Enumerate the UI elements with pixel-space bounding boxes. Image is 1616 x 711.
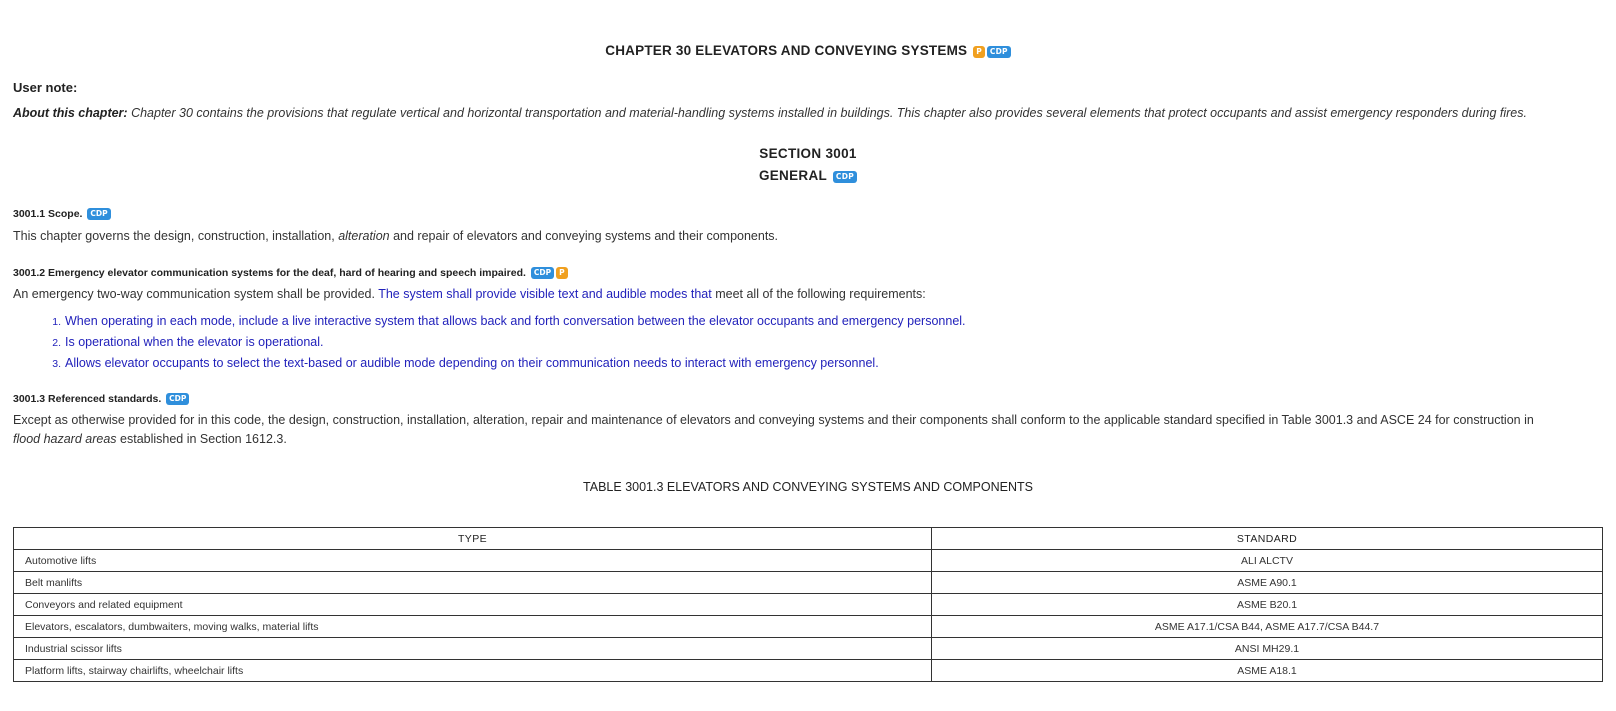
requirements-list [13,314,966,377]
alteration-term[interactable]: alteration [338,229,390,243]
about-chapter-text: Chapter 30 contains the provisions that regulate vertical and horizontal transportation and material-handling systems installed in buildings. This chapter also provides several elements that protect occupants and assist emergency responders during fires. [131,106,1527,120]
list-item-text: When operating in each mode, include a live interactive system that allows back and forth conversation between the elevator occupants and emergency personnel. [65,314,966,328]
section-name [13,168,1603,183]
cdp-badge[interactable]: CDP [987,46,1011,58]
list-item [13,356,966,377]
p-badge[interactable]: P [973,46,985,58]
table-row [14,572,1603,594]
table-row [14,594,1603,616]
section-3001-2-heading: 3001.2 Emergency elevator communication systems for the deaf, hard of hearing and speech impaired. [13,267,526,279]
table-row [14,550,1603,572]
standard-cell[interactable]: ASME B20.1 [932,594,1603,616]
flood-hazard-areas-term[interactable]: flood hazard areas [13,432,117,446]
comm-text-revised: The system shall provide visible text and audible modes that [378,287,712,301]
section-3001-1-heading: 3001.1 Scope. [13,208,83,220]
table-row [14,660,1603,682]
type-column-header: TYPE [14,528,932,550]
user-note-label: User note: [13,80,78,95]
type-cell: Elevators, escalators, dumbwaiters, moving walks, material lifts [14,616,932,638]
cdp-badge[interactable]: CDP [833,171,857,183]
list-item-number: 2. [52,337,61,349]
table-header-row [14,528,1603,550]
table-title: TABLE 3001.3 ELEVATORS AND CONVEYING SYSTEMS AND COMPONENTS [583,480,1033,494]
standard-cell[interactable]: ALI ALCTV [932,550,1603,572]
section-3001-1-title [13,208,111,220]
standard-cell[interactable]: ANSI MH29.1 [932,638,1603,660]
standards-table [13,527,1603,682]
section-3001-3-text [13,411,1583,449]
scope-text-end: and repair of elevators and conveying systems and their components. [389,229,779,243]
section-3001-2-text [13,285,1583,304]
list-item-number: 3. [52,358,61,370]
type-cell: Conveyors and related equipment [14,594,932,616]
cdp-badge[interactable]: CDP [531,267,554,279]
type-cell: Belt manlifts [14,572,932,594]
type-cell: Automotive lifts [14,550,932,572]
section-3001-3-heading: 3001.3 Referenced standards. [13,393,162,405]
standard-column-header: STANDARD [932,528,1603,550]
table-row [14,638,1603,660]
about-chapter [13,106,1603,120]
comm-text-start: An emergency two-way communication system shall be provided. [13,287,379,301]
section-3001-1-text [13,227,1583,246]
type-cell: Platform lifts, stairway chairlifts, wheelchair lifts [14,660,932,682]
scope-text-start: This chapter governs the design, construction, installation, [13,229,339,243]
list-item-text: Allows elevator occupants to select the text-based or audible mode depending on their communication needs to interact with emergency personnel. [65,356,879,370]
chapter-title-text: CHAPTER 30 ELEVATORS AND CONVEYING SYSTEMS [605,43,968,58]
section-3001-3-title [13,393,189,405]
section-3001-2-title [13,267,568,279]
about-chapter-label: About this chapter: [13,106,128,120]
table-row [14,616,1603,638]
comm-text-end: meet all of the following requirements: [711,287,926,301]
list-item-number: 1. [52,316,61,328]
standards-text-start: Except as otherwise provided for in this code, the design, construction, installation, alteration, repair and maintenance of elevators and conveying systems and their components shall conform to the applicable standard specified in Table 3001.3 and ASCE 24 for construction in [13,413,1534,427]
chapter-title [13,43,1603,58]
section-name-text: GENERAL [758,168,827,183]
cdp-badge[interactable]: CDP [87,208,110,220]
type-cell: Industrial scissor lifts [14,638,932,660]
standard-cell[interactable]: ASME A17.1/CSA B44, ASME A17.7/CSA B44.7 [932,616,1603,638]
section-number: SECTION 3001 [759,146,857,161]
list-item [13,314,966,335]
cdp-badge[interactable]: CDP [166,393,189,405]
standards-text-end: established in Section 1612.3. [116,432,287,446]
list-item [13,335,966,356]
standard-cell[interactable]: ASME A90.1 [932,572,1603,594]
p-badge[interactable]: P [556,267,568,279]
list-item-text: Is operational when the elevator is operational. [65,335,324,349]
standard-cell[interactable]: ASME A18.1 [932,660,1603,682]
